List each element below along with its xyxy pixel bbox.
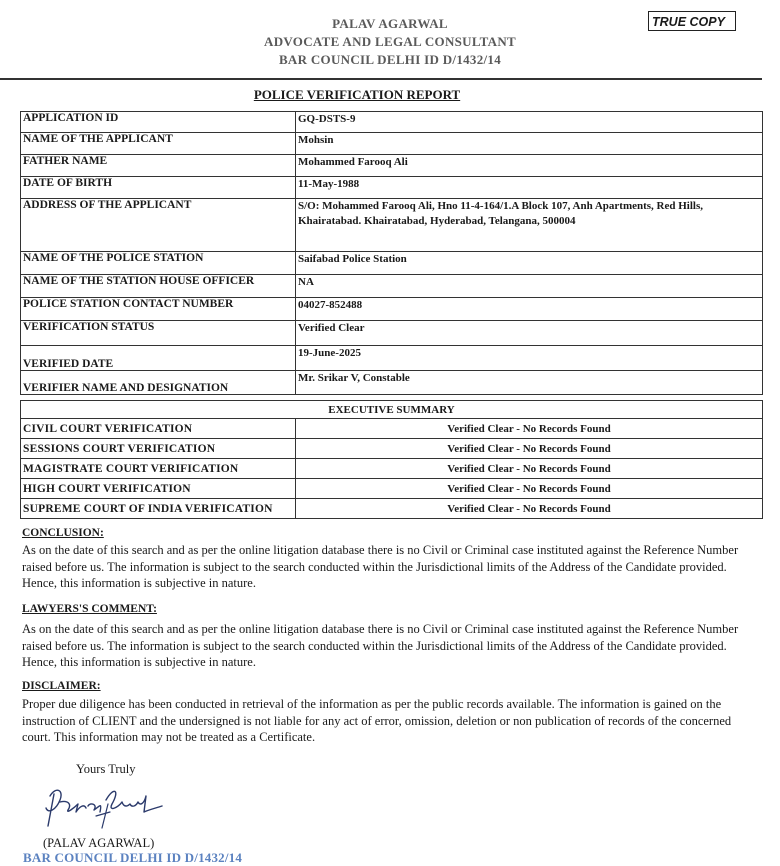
disclaimer-text: Proper due diligence has been conducted in retrieval of the information as per the public records available. The information is gained on the instruction of CLIENT and the undersigned is not liable for any act of error, omission, deletion or non publication of records of the concerned court. This information may not be treated as a Certificate. <box>22 697 732 744</box>
row-label: MAGISTRATE COURT VERIFICATION <box>21 459 296 479</box>
row-value: Verified Clear - No Records Found <box>296 479 763 499</box>
table-row <box>21 199 763 252</box>
row-value: Verified Clear - No Records Found <box>296 499 763 519</box>
applicant-details-table <box>20 111 763 395</box>
table-row <box>21 133 763 155</box>
conclusion-heading: CONCLUSION: <box>22 527 104 539</box>
table-row <box>21 112 763 133</box>
row-label: ADDRESS OF THE APPLICANT <box>21 199 296 252</box>
handwritten-signature <box>38 782 168 837</box>
bar-council-id: BAR COUNCIL DELHI ID D/1432/14 <box>278 52 502 67</box>
signatory-bar-id: BAR COUNCIL DELHI ID D/1432/14 <box>23 850 243 865</box>
table-row <box>21 419 763 439</box>
row-value: NA <box>296 275 763 298</box>
table-row <box>21 499 763 519</box>
row-label: DATE OF BIRTH <box>21 177 296 199</box>
summary-heading-row <box>21 401 763 419</box>
table-row <box>21 459 763 479</box>
signatory-name: (PALAV AGARWAL) <box>43 836 155 850</box>
summary-heading: EXECUTIVE SUMMARY <box>21 401 763 419</box>
row-label: HIGH COURT VERIFICATION <box>21 479 296 499</box>
row-label: VERIFIER NAME AND DESIGNATION <box>21 371 296 395</box>
report-title: POLICE VERIFICATION REPORT <box>253 87 461 102</box>
executive-summary-table <box>20 400 763 519</box>
row-label: POLICE STATION CONTACT NUMBER <box>21 298 296 321</box>
row-value: 04027-852488 <box>296 298 763 321</box>
row-label: FATHER NAME <box>21 155 296 177</box>
true-copy-stamp: TRUE COPY <box>648 11 736 31</box>
table-row <box>21 298 763 321</box>
row-label: NAME OF THE APPLICANT <box>21 133 296 155</box>
header-divider <box>0 78 762 80</box>
table-row <box>21 155 763 177</box>
row-label: NAME OF THE POLICE STATION <box>21 252 296 275</box>
row-value: 11-May-1988 <box>296 177 763 199</box>
lawyers-comment-heading: LAWYERS'S COMMENT: <box>22 603 157 615</box>
advocate-title: ADVOCATE AND LEGAL CONSULTANT <box>264 34 516 49</box>
table-row <box>21 321 763 346</box>
row-value: 19-June-2025 <box>296 346 763 371</box>
advocate-name: PALAV AGARWAL <box>332 16 448 31</box>
row-label: VERIFICATION STATUS <box>21 321 296 346</box>
row-value: Saifabad Police Station <box>296 252 763 275</box>
row-label: APPLICATION ID <box>21 112 296 133</box>
row-value: GQ-DSTS-9 <box>296 112 763 133</box>
disclaimer-heading: DISCLAIMER: <box>22 680 101 692</box>
row-label: CIVIL COURT VERIFICATION <box>21 419 296 439</box>
row-label: VERIFIED DATE <box>21 346 296 371</box>
row-label: SUPREME COURT OF INDIA VERIFICATION <box>21 499 296 519</box>
row-value: Verified Clear <box>296 321 763 346</box>
closing-salutation: Yours Truly <box>76 762 136 776</box>
table-row <box>21 252 763 275</box>
table-row <box>21 346 763 371</box>
row-value: S/O: Mohammed Farooq Ali, Hno 11-4-164/1.A Block 107, Anh Apartments, Red Hills, Khairatabad. Khairatabad, Hyderabad, Telangana, 500004 <box>296 199 763 252</box>
conclusion-text: As on the date of this search and as per the online litigation database there is no Civil or Criminal case instituted against the Reference Number raised before us. The information is subject to the search conducted within the Jurisdictional limits of the Address of the Candidate provided. Hence, this information is subjective in nature. <box>22 543 739 590</box>
row-value: Mohsin <box>296 133 763 155</box>
lawyers-comment-text: As on the date of this search and as per the online litigation database there is no Civil or Criminal case instituted against the Reference Number raised before us. The information is subject to the search conducted within the Jurisdictional limits of the Address of the Candidate provided. Hence, this information is subjective in nature. <box>22 622 739 669</box>
row-value: Verified Clear - No Records Found <box>296 459 763 479</box>
row-label: SESSIONS COURT VERIFICATION <box>21 439 296 459</box>
row-value: Mr. Srikar V, Constable <box>296 371 763 395</box>
table-row <box>21 275 763 298</box>
table-row <box>21 371 763 395</box>
row-value: Mohammed Farooq Ali <box>296 155 763 177</box>
row-value: Verified Clear - No Records Found <box>296 419 763 439</box>
row-label: NAME OF THE STATION HOUSE OFFICER <box>21 275 296 298</box>
row-value: Verified Clear - No Records Found <box>296 439 763 459</box>
table-row <box>21 439 763 459</box>
table-row <box>21 479 763 499</box>
table-row <box>21 177 763 199</box>
